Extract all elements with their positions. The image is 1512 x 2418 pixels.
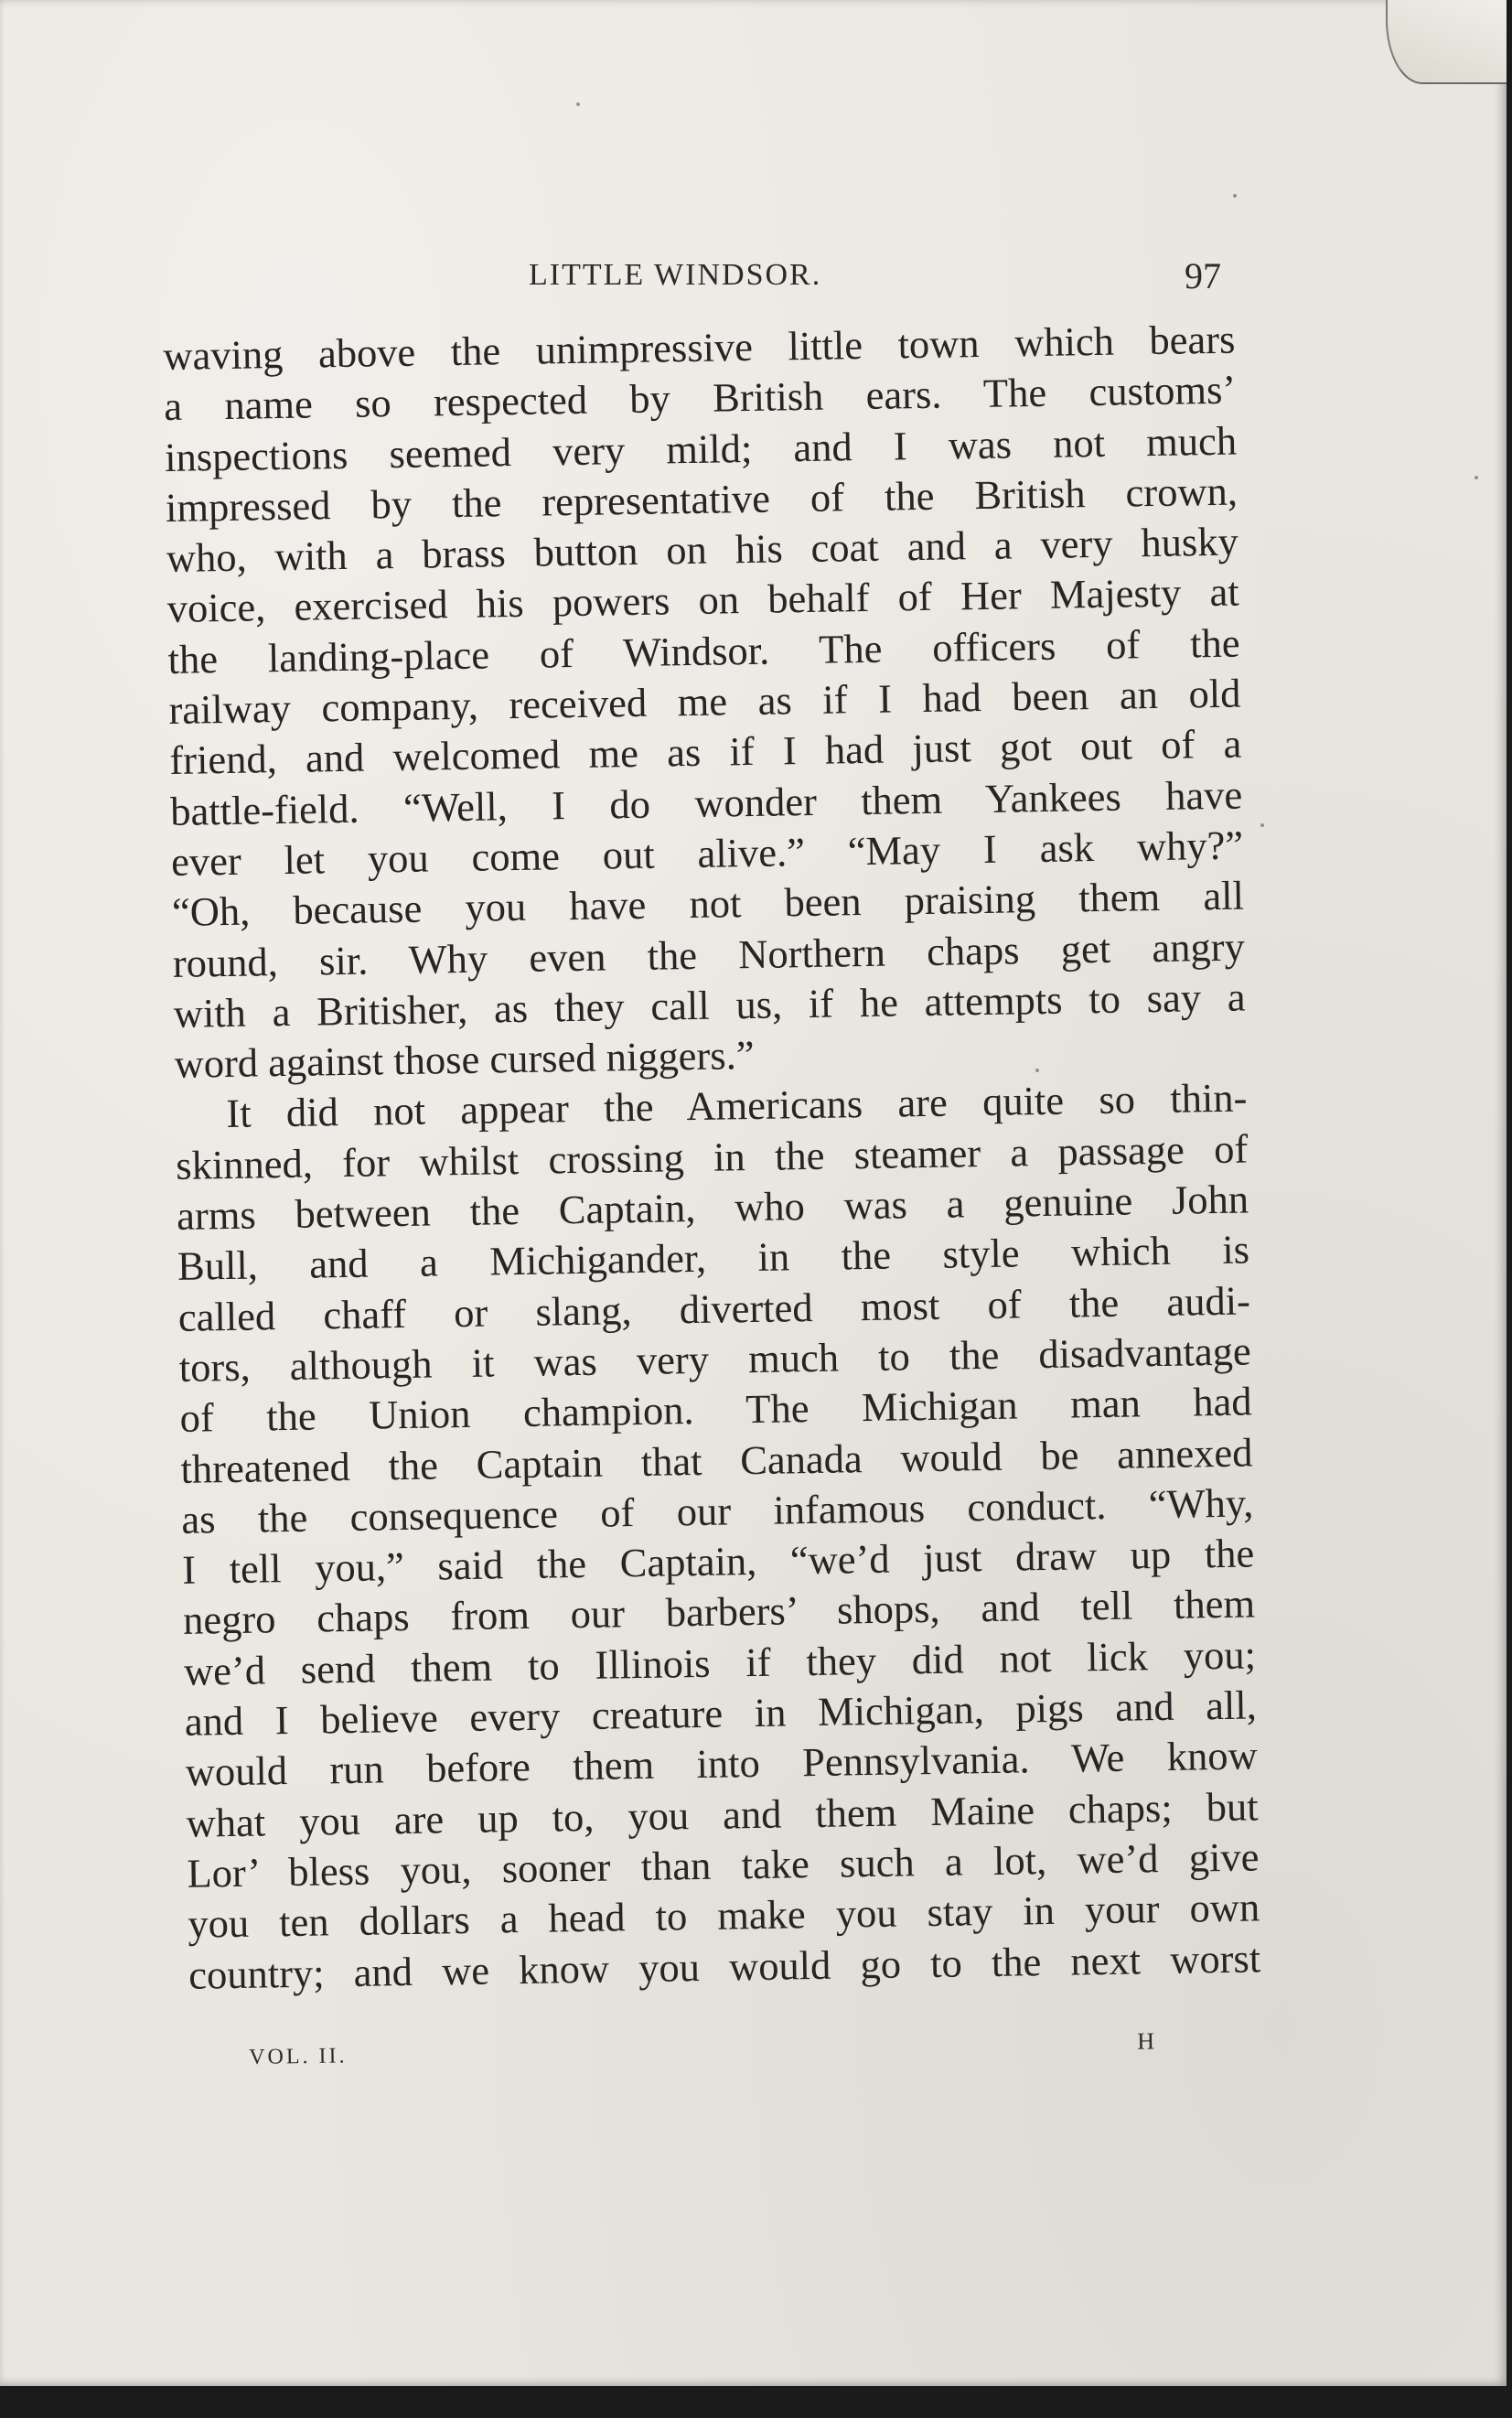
text-line: negro chaps from our barbers’ shops, and tell them bbox=[182, 1580, 1256, 1644]
running-title: LITTLE WINDSOR. bbox=[529, 258, 822, 292]
text-line: Lor’ bless you, sooner than take such a lot, we’d give bbox=[187, 1833, 1260, 1897]
text-line: and I believe every creature in Michigan, pigs and all, bbox=[184, 1682, 1258, 1745]
text-line: of the Union champion. The Michigan man had bbox=[179, 1378, 1252, 1442]
text-line: you ten dollars a head to make you stay in your own bbox=[187, 1884, 1260, 1947]
folded-corner bbox=[1386, 0, 1507, 84]
signature-mark: H bbox=[1137, 2027, 1155, 2055]
text-line: voice, exercised his powers on behalf of Her Majesty at bbox=[166, 569, 1240, 632]
text-line: called chaff or slang, diverted most of the audi- bbox=[177, 1277, 1251, 1340]
text-line: battle-field. “Well, I do wonder them Yankees have bbox=[169, 771, 1243, 834]
text-line: round, sir. Why even the Northern chaps get angry bbox=[172, 923, 1246, 986]
text-line: threatened the Captain that Canada would be annexed bbox=[180, 1428, 1253, 1492]
volume-label: VOL. II. bbox=[249, 2044, 348, 2069]
text-line: word against those cursed niggers.” bbox=[174, 1032, 755, 1088]
text-line: I tell you,” said the Captain, “we’d just draw up the bbox=[181, 1530, 1255, 1593]
page-number: 97 bbox=[1185, 255, 1221, 296]
text-line: arms between the Captain, who was a genuine John bbox=[176, 1176, 1249, 1239]
text-line: we’d send them to Illinois if they did not lick you; bbox=[183, 1631, 1257, 1694]
paper-speck bbox=[1474, 476, 1478, 479]
text-line: friend, and welcomed me as if I had just got out of a bbox=[168, 720, 1242, 784]
text-line: impressed by the representative of the British crown, bbox=[165, 467, 1239, 531]
text-line: waving above the unimpressive little town which bears bbox=[163, 316, 1236, 379]
running-head bbox=[165, 254, 1221, 309]
text-line: who, with a brass button on his coat and a very husky bbox=[166, 518, 1239, 582]
text-line: “Oh, because you have not been praising them all bbox=[171, 872, 1245, 936]
text-line: railway company, received me as if I had been an old bbox=[168, 670, 1241, 734]
text-line: Bull, and a Michigander, in the style which is bbox=[177, 1226, 1250, 1290]
text-line: would run before them into Pennsylvania. We know bbox=[185, 1732, 1258, 1796]
text-line: country; and we know you would go to the next worst bbox=[188, 1934, 1261, 1998]
text-line: tors, although it was very much to the disadvantage bbox=[178, 1327, 1252, 1391]
text-line: inspections seemed very mild; and I was not much bbox=[164, 417, 1238, 480]
page-footer bbox=[249, 2027, 1155, 2082]
text-line: what you are up to, you and them Maine chaps; but bbox=[186, 1783, 1259, 1846]
text-line: skinned, for whilst crossing in the steamer a passage of bbox=[175, 1125, 1249, 1188]
text-line: a name so respected by British ears. The customs’ bbox=[163, 366, 1237, 430]
body-text bbox=[163, 315, 1261, 2001]
paper-speck bbox=[576, 102, 580, 106]
text-line: the landing-place of Windsor. The officers of the bbox=[167, 619, 1240, 682]
paper-speck bbox=[1233, 194, 1237, 198]
text-line: with a Britisher, as they call us, if he attempts to say a bbox=[173, 973, 1246, 1037]
text-line: ever let you come out alive.” “May I ask why?” bbox=[170, 822, 1244, 885]
paper-speck bbox=[1260, 823, 1264, 827]
text-line: It did not appear the Americans are quite so thin- bbox=[226, 1074, 1248, 1137]
text-line: as the consequence of our infamous conduct. “Why, bbox=[181, 1479, 1254, 1542]
